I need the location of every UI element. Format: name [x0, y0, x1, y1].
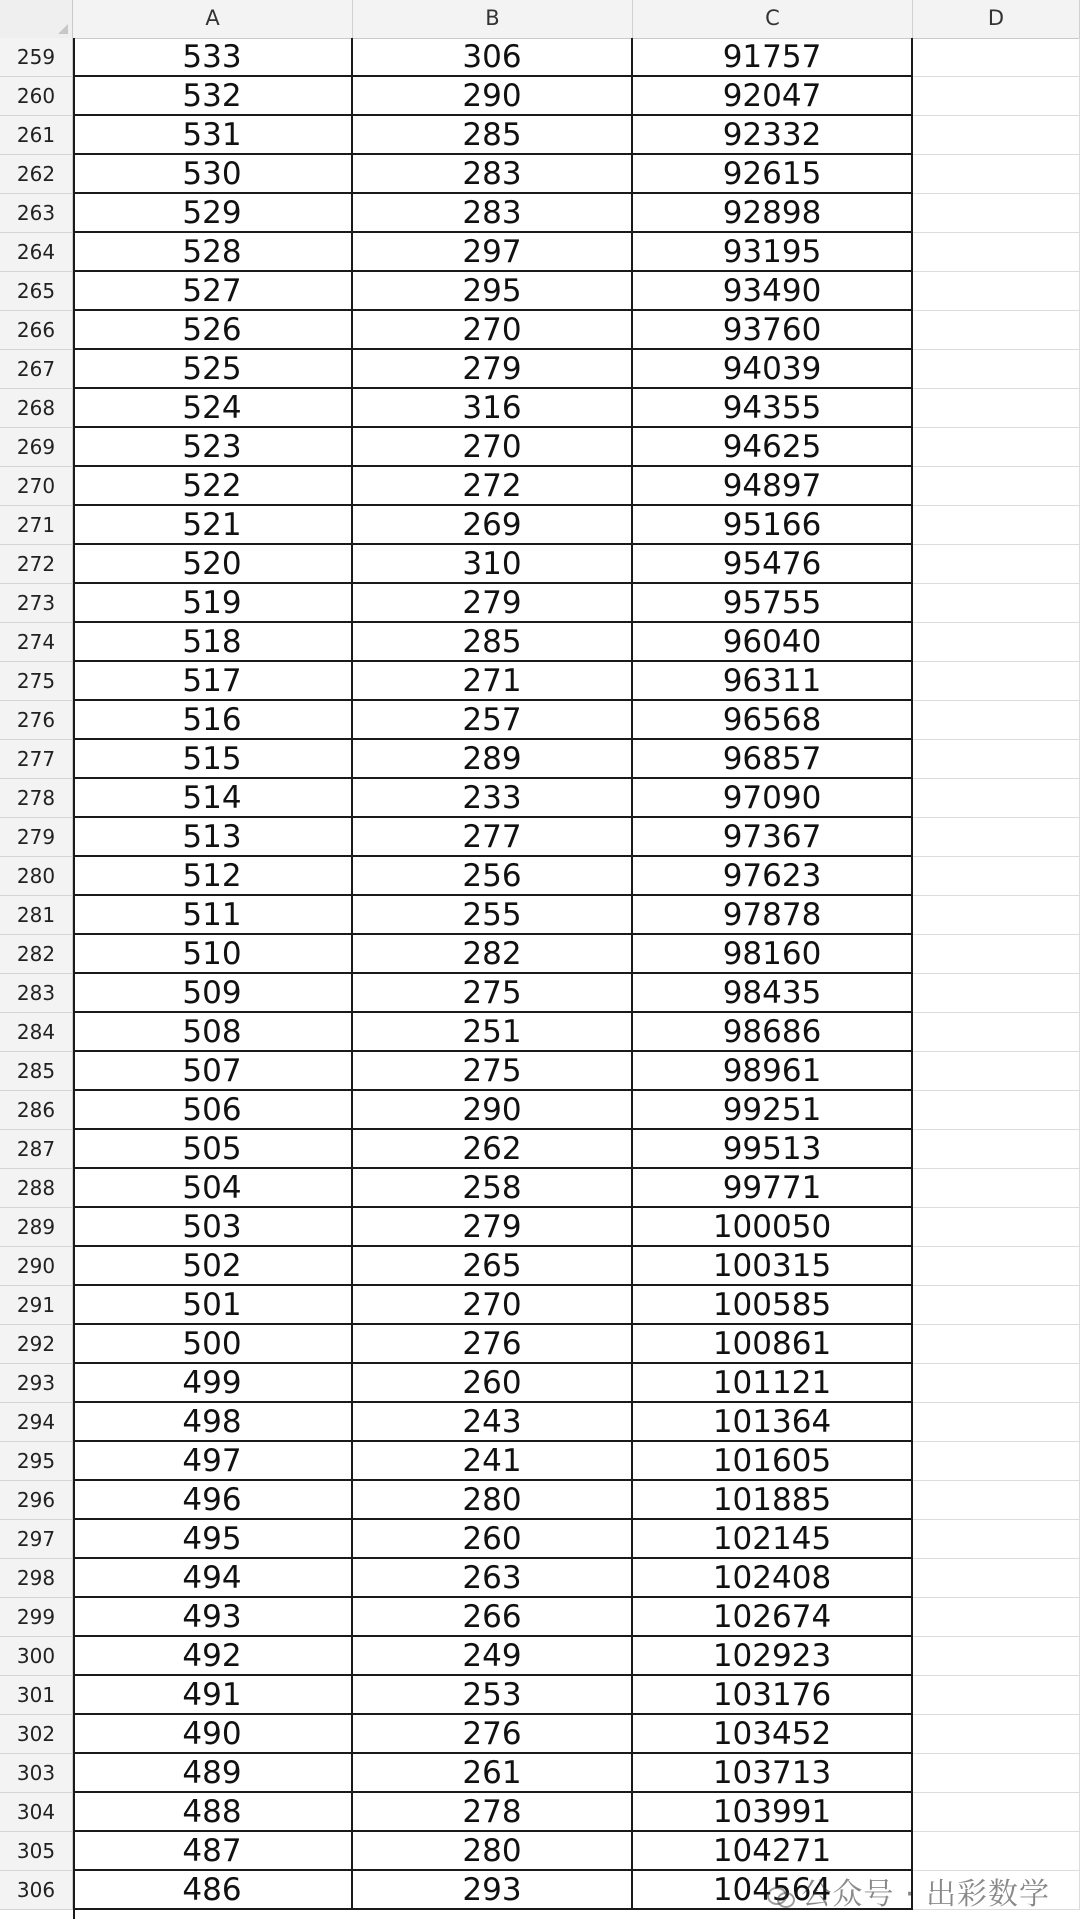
cell-c[interactable]: 100585	[633, 1286, 913, 1325]
cell-d[interactable]	[913, 1520, 1080, 1559]
row-header[interactable]: 261	[0, 116, 73, 155]
column-header-a[interactable]: A	[73, 0, 353, 38]
cell-c[interactable]: 92332	[633, 116, 913, 155]
table-row	[73, 740, 1080, 779]
cell-b[interactable]: 285	[353, 623, 633, 662]
row-header[interactable]: 285	[0, 1052, 73, 1091]
cell-d[interactable]	[913, 896, 1080, 935]
cell-a[interactable]: 504	[73, 1169, 353, 1208]
cell-d[interactable]	[913, 1559, 1080, 1598]
cell-a[interactable]: 495	[73, 1520, 353, 1559]
row-header[interactable]: 266	[0, 311, 73, 350]
cell-c[interactable]: 101121	[633, 1364, 913, 1403]
cell-c[interactable]: 98435	[633, 974, 913, 1013]
row-header[interactable]: 305	[0, 1832, 73, 1871]
row-header[interactable]: 287	[0, 1130, 73, 1169]
table-row	[73, 1676, 1080, 1715]
column-header-c[interactable]: C	[633, 0, 913, 38]
row-header[interactable]: 303	[0, 1754, 73, 1793]
cell-d[interactable]	[913, 857, 1080, 896]
table-row	[73, 1832, 1080, 1871]
row-header[interactable]: 306	[0, 1871, 73, 1910]
table-row	[73, 311, 1080, 350]
row-header[interactable]: 301	[0, 1676, 73, 1715]
cell-b[interactable]: 271	[353, 662, 633, 701]
row-header[interactable]: 260	[0, 77, 73, 116]
cell-d[interactable]	[913, 194, 1080, 233]
cell-b[interactable]: 310	[353, 545, 633, 584]
table-row	[73, 896, 1080, 935]
cell-a[interactable]: 515	[73, 740, 353, 779]
cell-b[interactable]: 279	[353, 350, 633, 389]
cell-c[interactable]: 93195	[633, 233, 913, 272]
row-header[interactable]: 281	[0, 896, 73, 935]
cell-c[interactable]: 101605	[633, 1442, 913, 1481]
row-header[interactable]: 262	[0, 155, 73, 194]
cell-c[interactable]: 100315	[633, 1247, 913, 1286]
cell-c[interactable]: 103176	[633, 1676, 913, 1715]
cell-c[interactable]: 100861	[633, 1325, 913, 1364]
row-header[interactable]: 273	[0, 584, 73, 623]
table-row	[73, 116, 1080, 155]
cell-d[interactable]	[913, 1169, 1080, 1208]
cell-b[interactable]: 261	[353, 1754, 633, 1793]
table-row	[73, 1637, 1080, 1676]
table-row	[73, 1520, 1080, 1559]
row-header[interactable]: 299	[0, 1598, 73, 1637]
column-header-b[interactable]: B	[353, 0, 633, 38]
table-row	[73, 350, 1080, 389]
cell-c[interactable]: 102408	[633, 1559, 913, 1598]
cell-b[interactable]: 233	[353, 779, 633, 818]
cell-c[interactable]: 95755	[633, 584, 913, 623]
row-header[interactable]: 269	[0, 428, 73, 467]
cell-d[interactable]	[913, 545, 1080, 584]
cell-a[interactable]: 520	[73, 545, 353, 584]
table-row	[73, 1208, 1080, 1247]
cell-c[interactable]: 103991	[633, 1793, 913, 1832]
cell-a[interactable]: 488	[73, 1793, 353, 1832]
cell-a[interactable]: 510	[73, 935, 353, 974]
row-header[interactable]: 292	[0, 1325, 73, 1364]
cell-b[interactable]: 275	[353, 1052, 633, 1091]
table-row	[73, 584, 1080, 623]
cell-b[interactable]: 293	[353, 1871, 633, 1910]
table-row	[73, 779, 1080, 818]
table-row	[73, 1754, 1080, 1793]
cell-b[interactable]: 289	[353, 740, 633, 779]
cell-d[interactable]	[913, 1442, 1080, 1481]
table-row	[73, 1325, 1080, 1364]
table-row	[73, 974, 1080, 1013]
table-row	[73, 1559, 1080, 1598]
table-row	[73, 1052, 1080, 1091]
cell-a[interactable]: 512	[73, 857, 353, 896]
cell-b[interactable]: 270	[353, 1286, 633, 1325]
cell-c[interactable]: 104564	[633, 1871, 913, 1910]
table-row	[73, 155, 1080, 194]
cell-c[interactable]: 102923	[633, 1637, 913, 1676]
cell-c[interactable]: 99513	[633, 1130, 913, 1169]
cell-c[interactable]: 94625	[633, 428, 913, 467]
cell-b[interactable]: 290	[353, 1091, 633, 1130]
cell-b[interactable]: 280	[353, 1832, 633, 1871]
cell-c[interactable]: 102674	[633, 1598, 913, 1637]
cell-a[interactable]: 499	[73, 1364, 353, 1403]
cell-a[interactable]: 497	[73, 1442, 353, 1481]
cell-c[interactable]: 93490	[633, 272, 913, 311]
cell-c[interactable]: 104271	[633, 1832, 913, 1871]
row-header[interactable]: 304	[0, 1793, 73, 1832]
table-row	[73, 1169, 1080, 1208]
cell-c[interactable]: 100050	[633, 1208, 913, 1247]
cell-d[interactable]	[913, 1130, 1080, 1169]
cell-b[interactable]: 241	[353, 1442, 633, 1481]
cell-d[interactable]	[913, 935, 1080, 974]
row-header[interactable]: 295	[0, 1442, 73, 1481]
cell-c[interactable]: 95166	[633, 506, 913, 545]
cell-c[interactable]: 92047	[633, 77, 913, 116]
table-row	[73, 1403, 1080, 1442]
row-header[interactable]: 275	[0, 662, 73, 701]
cell-b[interactable]: 277	[353, 818, 633, 857]
cell-a[interactable]: 519	[73, 584, 353, 623]
row-header[interactable]: 296	[0, 1481, 73, 1520]
cell-d[interactable]	[913, 116, 1080, 155]
cell-d[interactable]	[913, 818, 1080, 857]
cell-c[interactable]: 103713	[633, 1754, 913, 1793]
cell-c[interactable]: 98160	[633, 935, 913, 974]
cell-d[interactable]	[913, 779, 1080, 818]
cell-a[interactable]: 494	[73, 1559, 353, 1598]
cell-c[interactable]: 94897	[633, 467, 913, 506]
cell-a[interactable]: 506	[73, 1091, 353, 1130]
cell-b[interactable]: 266	[353, 1598, 633, 1637]
cell-d[interactable]	[913, 584, 1080, 623]
cell-b[interactable]: 283	[353, 155, 633, 194]
table-row	[73, 1364, 1080, 1403]
cell-b[interactable]: 275	[353, 974, 633, 1013]
cell-b[interactable]: 272	[353, 467, 633, 506]
cell-a[interactable]: 528	[73, 233, 353, 272]
cell-a[interactable]: 498	[73, 1403, 353, 1442]
cell-d[interactable]	[913, 740, 1080, 779]
cell-b[interactable]: 260	[353, 1364, 633, 1403]
table-row	[73, 194, 1080, 233]
cell-d[interactable]	[913, 38, 1080, 77]
cell-a[interactable]: 525	[73, 350, 353, 389]
cell-b[interactable]: 265	[353, 1247, 633, 1286]
cell-a[interactable]: 489	[73, 1754, 353, 1793]
column-header-d[interactable]: D	[913, 0, 1080, 38]
row-header[interactable]: 271	[0, 506, 73, 545]
cell-a[interactable]: 526	[73, 311, 353, 350]
cell-c[interactable]: 96857	[633, 740, 913, 779]
cell-b[interactable]: 279	[353, 1208, 633, 1247]
cell-a[interactable]: 533	[73, 38, 353, 77]
cell-d[interactable]	[913, 662, 1080, 701]
cell-b[interactable]: 285	[353, 116, 633, 155]
cell-d[interactable]	[913, 506, 1080, 545]
table-row	[73, 701, 1080, 740]
cell-c[interactable]: 92898	[633, 194, 913, 233]
table-row	[73, 272, 1080, 311]
cell-b[interactable]: 282	[353, 935, 633, 974]
cell-a[interactable]: 522	[73, 467, 353, 506]
cell-c[interactable]: 101364	[633, 1403, 913, 1442]
cell-a[interactable]: 530	[73, 155, 353, 194]
cell-a[interactable]: 505	[73, 1130, 353, 1169]
cell-b[interactable]: 283	[353, 194, 633, 233]
cell-b[interactable]: 243	[353, 1403, 633, 1442]
cell-b[interactable]: 297	[353, 233, 633, 272]
table-row	[73, 857, 1080, 896]
cell-a[interactable]: 529	[73, 194, 353, 233]
row-header[interactable]: 274	[0, 623, 73, 662]
cell-c[interactable]: 92615	[633, 155, 913, 194]
cell-d[interactable]	[913, 1715, 1080, 1754]
table-row	[73, 38, 1080, 77]
table-row	[73, 1442, 1080, 1481]
table-row	[73, 1715, 1080, 1754]
cell-b[interactable]: 270	[353, 428, 633, 467]
cell-a[interactable]: 532	[73, 77, 353, 116]
row-header[interactable]: 291	[0, 1286, 73, 1325]
cell-c[interactable]: 94039	[633, 350, 913, 389]
table-row	[73, 1091, 1080, 1130]
row-header[interactable]: 302	[0, 1715, 73, 1754]
select-all-corner[interactable]	[0, 0, 73, 38]
cell-d[interactable]	[913, 155, 1080, 194]
cell-b[interactable]: 255	[353, 896, 633, 935]
row-header[interactable]: 286	[0, 1091, 73, 1130]
cell-a[interactable]: 486	[73, 1871, 353, 1910]
table-row	[73, 1286, 1080, 1325]
watermark	[767, 1869, 1050, 1913]
row-header[interactable]: 280	[0, 857, 73, 896]
cell-a[interactable]: 487	[73, 1832, 353, 1871]
cell-c[interactable]: 95476	[633, 545, 913, 584]
cell-c[interactable]: 103452	[633, 1715, 913, 1754]
cell-d[interactable]	[913, 272, 1080, 311]
cell-d[interactable]	[913, 428, 1080, 467]
row-header[interactable]: 268	[0, 389, 73, 428]
table-row	[73, 1598, 1080, 1637]
row-header[interactable]: 270	[0, 467, 73, 506]
row-header[interactable]: 288	[0, 1169, 73, 1208]
cell-d[interactable]	[913, 1013, 1080, 1052]
cell-c[interactable]: 98686	[633, 1013, 913, 1052]
cell-a[interactable]: 503	[73, 1208, 353, 1247]
cell-b[interactable]: 316	[353, 389, 633, 428]
cell-b[interactable]: 262	[353, 1130, 633, 1169]
cell-d[interactable]	[913, 1637, 1080, 1676]
cell-b[interactable]: 276	[353, 1325, 633, 1364]
row-header[interactable]: 290	[0, 1247, 73, 1286]
cell-a[interactable]: 508	[73, 1013, 353, 1052]
table-row	[73, 233, 1080, 272]
table-row	[73, 623, 1080, 662]
cell-b[interactable]: 306	[353, 38, 633, 77]
cell-a[interactable]: 502	[73, 1247, 353, 1286]
table-row	[73, 467, 1080, 506]
cell-b[interactable]: 249	[353, 1637, 633, 1676]
cell-b[interactable]: 257	[353, 701, 633, 740]
cell-c[interactable]: 97878	[633, 896, 913, 935]
cell-c[interactable]: 96568	[633, 701, 913, 740]
row-header[interactable]: 298	[0, 1559, 73, 1598]
cell-a[interactable]: 521	[73, 506, 353, 545]
cell-d[interactable]	[913, 1286, 1080, 1325]
cell-a[interactable]: 491	[73, 1676, 353, 1715]
cell-d[interactable]	[913, 1091, 1080, 1130]
cell-c[interactable]: 97367	[633, 818, 913, 857]
cell-c[interactable]: 101885	[633, 1481, 913, 1520]
row-header[interactable]: 259	[0, 38, 73, 77]
row-header[interactable]: 284	[0, 1013, 73, 1052]
cell-b[interactable]: 263	[353, 1559, 633, 1598]
cell-c[interactable]: 93760	[633, 311, 913, 350]
cell-d[interactable]	[913, 1793, 1080, 1832]
cell-c[interactable]: 94355	[633, 389, 913, 428]
row-header[interactable]: 265	[0, 272, 73, 311]
cell-c[interactable]: 91757	[633, 38, 913, 77]
row-header[interactable]: 293	[0, 1364, 73, 1403]
cell-c[interactable]: 99251	[633, 1091, 913, 1130]
cell-c[interactable]: 102145	[633, 1520, 913, 1559]
row-header[interactable]: 276	[0, 701, 73, 740]
cell-a[interactable]: 511	[73, 896, 353, 935]
table-row	[73, 506, 1080, 545]
cell-b[interactable]: 278	[353, 1793, 633, 1832]
row-header[interactable]: 272	[0, 545, 73, 584]
row-header[interactable]: 279	[0, 818, 73, 857]
cell-b[interactable]: 260	[353, 1520, 633, 1559]
table-row	[73, 1130, 1080, 1169]
cell-a[interactable]: 513	[73, 818, 353, 857]
table-left-border	[73, 38, 75, 1919]
cell-c[interactable]: 98961	[633, 1052, 913, 1091]
cell-d[interactable]	[913, 1208, 1080, 1247]
table-row	[73, 1481, 1080, 1520]
cell-d[interactable]	[913, 1481, 1080, 1520]
cell-a[interactable]: 531	[73, 116, 353, 155]
row-header[interactable]: 267	[0, 350, 73, 389]
table-row	[73, 818, 1080, 857]
watermark-text: 公众号 · 出彩数学	[801, 1877, 1050, 1912]
cell-d[interactable]	[913, 389, 1080, 428]
row-header[interactable]: 294	[0, 1403, 73, 1442]
cell-a[interactable]: 517	[73, 662, 353, 701]
row-header[interactable]: 277	[0, 740, 73, 779]
cell-a[interactable]: 524	[73, 389, 353, 428]
cell-a[interactable]: 527	[73, 272, 353, 311]
cell-c[interactable]: 99771	[633, 1169, 913, 1208]
cell-d[interactable]	[913, 1676, 1080, 1715]
cell-b[interactable]: 280	[353, 1481, 633, 1520]
row-header[interactable]: 283	[0, 974, 73, 1013]
cell-d[interactable]	[913, 974, 1080, 1013]
cell-d[interactable]	[913, 311, 1080, 350]
cell-d[interactable]	[913, 1403, 1080, 1442]
cell-b[interactable]: 270	[353, 311, 633, 350]
cell-d[interactable]	[913, 1247, 1080, 1286]
row-header[interactable]: 264	[0, 233, 73, 272]
row-header[interactable]: 263	[0, 194, 73, 233]
cell-a[interactable]: 509	[73, 974, 353, 1013]
cell-a[interactable]: 501	[73, 1286, 353, 1325]
table-row	[73, 77, 1080, 116]
cell-d[interactable]	[913, 1754, 1080, 1793]
cell-d[interactable]	[913, 1325, 1080, 1364]
table-row	[73, 389, 1080, 428]
cell-b[interactable]: 258	[353, 1169, 633, 1208]
cell-a[interactable]: 496	[73, 1481, 353, 1520]
cell-d[interactable]	[913, 701, 1080, 740]
cell-c[interactable]: 97623	[633, 857, 913, 896]
cell-d[interactable]	[913, 350, 1080, 389]
table-row	[73, 935, 1080, 974]
column-header-row	[0, 0, 1080, 39]
cell-d[interactable]	[913, 467, 1080, 506]
cell-b[interactable]: 253	[353, 1676, 633, 1715]
wechat-icon	[767, 1885, 795, 1907]
cell-b[interactable]: 276	[353, 1715, 633, 1754]
cell-a[interactable]: 514	[73, 779, 353, 818]
cell-d[interactable]	[913, 233, 1080, 272]
cell-a[interactable]: 518	[73, 623, 353, 662]
cell-a[interactable]: 500	[73, 1325, 353, 1364]
cell-c[interactable]: 96040	[633, 623, 913, 662]
cell-b[interactable]: 295	[353, 272, 633, 311]
cell-c[interactable]: 96311	[633, 662, 913, 701]
cell-d[interactable]	[913, 77, 1080, 116]
cell-a[interactable]: 492	[73, 1637, 353, 1676]
cell-d[interactable]	[913, 623, 1080, 662]
cell-a[interactable]: 493	[73, 1598, 353, 1637]
cell-a[interactable]: 490	[73, 1715, 353, 1754]
cell-b[interactable]: 290	[353, 77, 633, 116]
row-header[interactable]: 278	[0, 779, 73, 818]
cell-b[interactable]: 279	[353, 584, 633, 623]
cell-d[interactable]	[913, 1832, 1080, 1871]
cell-b[interactable]: 251	[353, 1013, 633, 1052]
cell-a[interactable]: 507	[73, 1052, 353, 1091]
table-row	[73, 428, 1080, 467]
row-header[interactable]: 282	[0, 935, 73, 974]
row-header[interactable]: 297	[0, 1520, 73, 1559]
cell-a[interactable]: 516	[73, 701, 353, 740]
cell-a[interactable]: 523	[73, 428, 353, 467]
cell-d[interactable]	[913, 1364, 1080, 1403]
cell-c[interactable]: 97090	[633, 779, 913, 818]
table-row	[73, 1013, 1080, 1052]
table-row	[73, 662, 1080, 701]
cell-d[interactable]	[913, 1052, 1080, 1091]
table-row	[73, 545, 1080, 584]
table-row	[73, 1793, 1080, 1832]
cell-b[interactable]: 256	[353, 857, 633, 896]
row-header[interactable]: 300	[0, 1637, 73, 1676]
table-row	[73, 1247, 1080, 1286]
row-header[interactable]: 289	[0, 1208, 73, 1247]
cell-b[interactable]: 269	[353, 506, 633, 545]
cell-d[interactable]	[913, 1598, 1080, 1637]
